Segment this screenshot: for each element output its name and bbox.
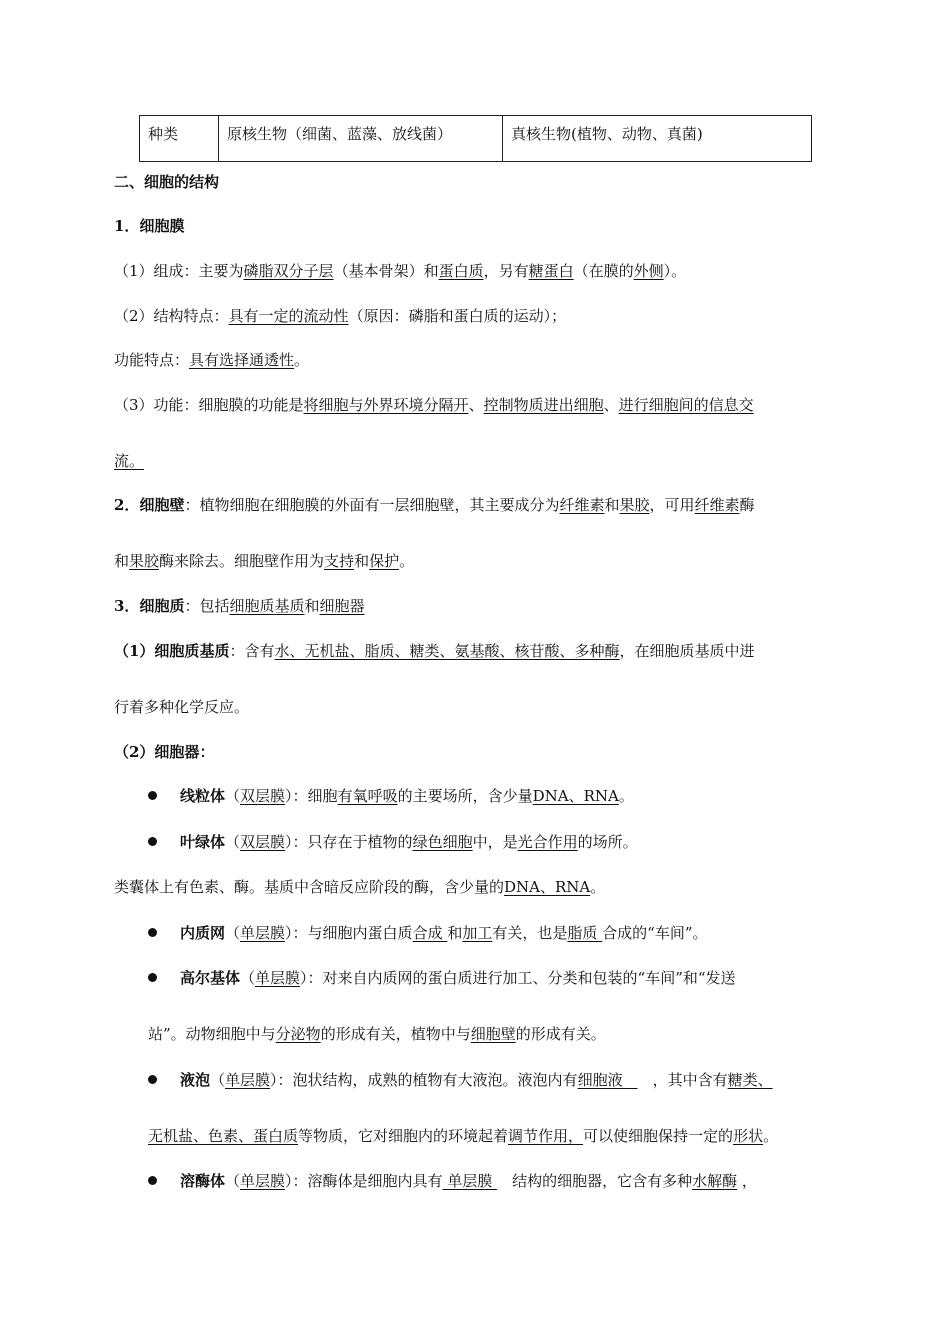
text-span: ）：泡状结构，成熟的植物有大液泡。液泡内有 xyxy=(270,1071,578,1089)
underlined-text: 细胞液 xyxy=(577,1071,638,1089)
bullet-icon xyxy=(148,791,157,800)
heading-cell-membrane xyxy=(114,216,184,236)
text-span: 酶 xyxy=(739,496,755,514)
text-span: （基本骨架）和 xyxy=(333,262,439,280)
text-span: 溶酶体 xyxy=(180,1172,226,1190)
table-cell-eukaryote: 真核生物(植物、动物、真菌) xyxy=(503,116,812,162)
text-span: 和 xyxy=(114,552,130,570)
bullet-icon xyxy=(148,928,157,937)
text-span: 的形成有关，植物中与 xyxy=(320,1025,471,1043)
text-span: 细胞膜 xyxy=(139,217,185,235)
underlined-text: 果胶 xyxy=(129,552,160,570)
text-span: （在膜的 xyxy=(573,262,634,280)
text-span: 。 xyxy=(294,351,310,369)
underlined-text: 糖蛋白 xyxy=(528,262,574,280)
organelle-lysosome xyxy=(180,1171,757,1191)
text-span: 和 xyxy=(304,597,320,615)
text-span: 液泡 xyxy=(180,1071,211,1089)
underlined-text: 单层膜 xyxy=(240,924,286,942)
text-span: 2． xyxy=(114,496,140,514)
underlined-text: 果胶 xyxy=(619,496,650,514)
text-span: ）：细胞 xyxy=(285,787,338,805)
underlined-text: 磷脂双分子层 xyxy=(243,262,334,280)
organelles-heading: （2）细胞器： xyxy=(114,743,215,761)
text-span: （1）细胞质基质 xyxy=(114,642,230,660)
text-span: ）：对来自内质网的蛋白质进行加工、分类和包装的“车间”和“发送 xyxy=(300,969,736,987)
text-span: 类囊体上有色素、酶。基质中含暗反应阶段的酶，含少量的 xyxy=(114,878,505,896)
text-span: 和 xyxy=(447,924,463,942)
membrane-composition-line xyxy=(114,261,686,281)
table-cell-type: 种类 xyxy=(140,116,219,162)
underlined-text: 保护 xyxy=(369,552,400,570)
underlined-text: 单层膜 xyxy=(255,969,301,987)
organelle-vacuole xyxy=(180,1070,773,1090)
text-span: 的主要场所，含少量 xyxy=(397,787,533,805)
bullet-icon xyxy=(148,837,157,846)
text-span: ，其中含有 xyxy=(637,1071,728,1089)
chloroplast-detail-line xyxy=(114,877,605,897)
bullet-icon xyxy=(148,1176,157,1185)
text-span: （原因：磷脂和蛋白质的运动）； xyxy=(348,307,567,325)
text-span: 。 xyxy=(763,1127,779,1145)
underlined-text: 支持 xyxy=(324,552,355,570)
underlined-text: 水、无机盐、脂质、糖类、氨基酸、核苷酸、多种酶 xyxy=(274,642,620,660)
underlined-text: 具有一定的流动性 xyxy=(228,307,349,325)
text-span: 有关，也是 xyxy=(492,924,568,942)
bullet-icon xyxy=(148,1075,157,1084)
text-span: ）：溶酶体是细胞内具有 xyxy=(285,1172,443,1190)
text-span: 行着多种化学反应。 xyxy=(114,698,250,716)
cell-wall-line-cont xyxy=(114,551,414,571)
membrane-function-line xyxy=(114,395,754,415)
text-span: 合成的“车间”。 xyxy=(602,924,708,942)
vacuole-line-cont xyxy=(148,1126,778,1146)
underlined-text: 细胞质基质 xyxy=(229,597,305,615)
text-span: ，在细胞质基质中进 xyxy=(619,642,755,660)
underlined-text: DNA、RNA xyxy=(504,878,591,896)
text-span: （ xyxy=(225,787,241,805)
text-span: （ xyxy=(225,1172,241,1190)
text-span: 。 xyxy=(590,878,606,896)
membrane-function-line-cont xyxy=(114,451,144,471)
text-span: 细胞壁 xyxy=(139,496,185,514)
table-row xyxy=(140,116,812,162)
underlined-text: 具有选择通透性 xyxy=(189,351,295,369)
underlined-text: 有氧呼吸 xyxy=(337,787,398,805)
text-span: ：植物细胞在细胞膜的外面有一层细胞壁，其主要成分为 xyxy=(184,496,560,514)
underlined-text: 单层膜 xyxy=(240,1172,286,1190)
cell-wall-line xyxy=(114,495,755,515)
underlined-text: 双层膜 xyxy=(240,833,286,851)
text-span: （ xyxy=(240,969,256,987)
underlined-text: DNA、RNA xyxy=(532,787,619,805)
text-span: ：包括 xyxy=(184,597,230,615)
underlined-text: 无机盐、色素、蛋白质 xyxy=(148,1127,299,1145)
membrane-structure-line xyxy=(114,306,566,326)
underlined-text: 糖类、 xyxy=(727,1071,773,1089)
underlined-text: 控制物质进出细胞 xyxy=(483,396,604,414)
text-span: ）：与细胞内蛋白质 xyxy=(285,924,413,942)
text-span: 叶绿体 xyxy=(180,833,226,851)
text-span: ：含有 xyxy=(229,642,275,660)
text-span: 可以使细胞保持一定的 xyxy=(583,1127,734,1145)
membrane-function-feature-line xyxy=(114,350,309,370)
text-span: ，可用 xyxy=(649,496,695,514)
text-span: 高尔基体 xyxy=(180,969,241,987)
text-span: （ xyxy=(225,833,241,851)
table-cell-prokaryote: 原核生物（细菌、蓝藻、放线菌） xyxy=(219,116,503,162)
underlined-text: 双层膜 xyxy=(240,787,286,805)
section-heading: 二、细胞的结构 xyxy=(114,173,220,191)
organelle-mitochondrion xyxy=(180,786,634,806)
text-span: （3）功能：细胞膜的功能是 xyxy=(114,396,304,414)
organelle-golgi xyxy=(180,968,736,988)
text-span: 。 xyxy=(399,552,415,570)
golgi-line-cont xyxy=(148,1024,606,1044)
organism-type-table xyxy=(139,115,812,162)
text-span: 中，是 xyxy=(472,833,518,851)
text-span: 和 xyxy=(604,496,620,514)
text-span: ）。 xyxy=(663,262,687,280)
underlined-text: 纤维素 xyxy=(694,496,740,514)
text-span: （2）结构特点： xyxy=(114,307,229,325)
text-span: 等物质，它对细胞内的环境起着 xyxy=(298,1127,509,1145)
text-span: 的场所。 xyxy=(577,833,638,851)
underlined-text: 单层膜 xyxy=(442,1172,498,1190)
text-span: 和 xyxy=(354,552,370,570)
underlined-text: 细胞器 xyxy=(319,597,365,615)
underlined-text: 脂质 xyxy=(567,924,603,942)
underlined-text: 合成 xyxy=(412,924,448,942)
underlined-text: 调节作用， xyxy=(508,1127,584,1145)
text-span: ，另有 xyxy=(483,262,529,280)
text-span: ， xyxy=(737,1172,757,1190)
text-span: （ xyxy=(210,1071,226,1089)
text-span: （1）组成：主要为 xyxy=(114,262,244,280)
text-span: 结构的细胞器，它含有多种 xyxy=(497,1172,693,1190)
cytosol-line-cont xyxy=(114,697,249,717)
underlined-text: 绿色细胞 xyxy=(412,833,473,851)
text-span: 1． xyxy=(114,217,140,235)
text-span: 、 xyxy=(603,396,619,414)
cytosol-line xyxy=(114,641,755,661)
text-span: 功能特点： xyxy=(114,351,190,369)
text-span: 的形成有关。 xyxy=(515,1025,606,1043)
text-span: ）：只存在于植物的 xyxy=(285,833,413,851)
underlined-text: 分泌物 xyxy=(275,1025,321,1043)
text-span: 酶来除去。细胞壁作用为 xyxy=(159,552,325,570)
underlined-text: 形状 xyxy=(733,1127,764,1145)
organelle-chloroplast xyxy=(180,832,638,852)
text-span: 线粒体 xyxy=(180,787,226,805)
underlined-text: 流。 xyxy=(114,452,145,470)
text-span: 。 xyxy=(618,787,634,805)
underlined-text: 外侧 xyxy=(633,262,664,280)
cytoplasm-line xyxy=(114,596,365,616)
text-span: 内质网 xyxy=(180,924,226,942)
underlined-text: 蛋白质 xyxy=(438,262,484,280)
underlined-text: 细胞壁 xyxy=(470,1025,516,1043)
text-span: 细胞质 xyxy=(139,597,185,615)
bullet-icon xyxy=(148,973,157,982)
text-span: 3． xyxy=(114,597,140,615)
text-span: （ xyxy=(225,924,241,942)
text-span: 站”。动物细胞中与 xyxy=(148,1025,276,1043)
underlined-text: 将细胞与外界环境分隔开 xyxy=(303,396,469,414)
underlined-text: 纤维素 xyxy=(559,496,605,514)
underlined-text: 光合作用 xyxy=(517,833,578,851)
underlined-text: 加工 xyxy=(462,924,493,942)
organelle-er xyxy=(180,923,708,943)
underlined-text: 水解酶 xyxy=(692,1172,738,1190)
text-span: 、 xyxy=(468,396,484,414)
underlined-text: 单层膜 xyxy=(225,1071,271,1089)
underlined-text: 进行细胞间的信息交 xyxy=(618,396,754,414)
